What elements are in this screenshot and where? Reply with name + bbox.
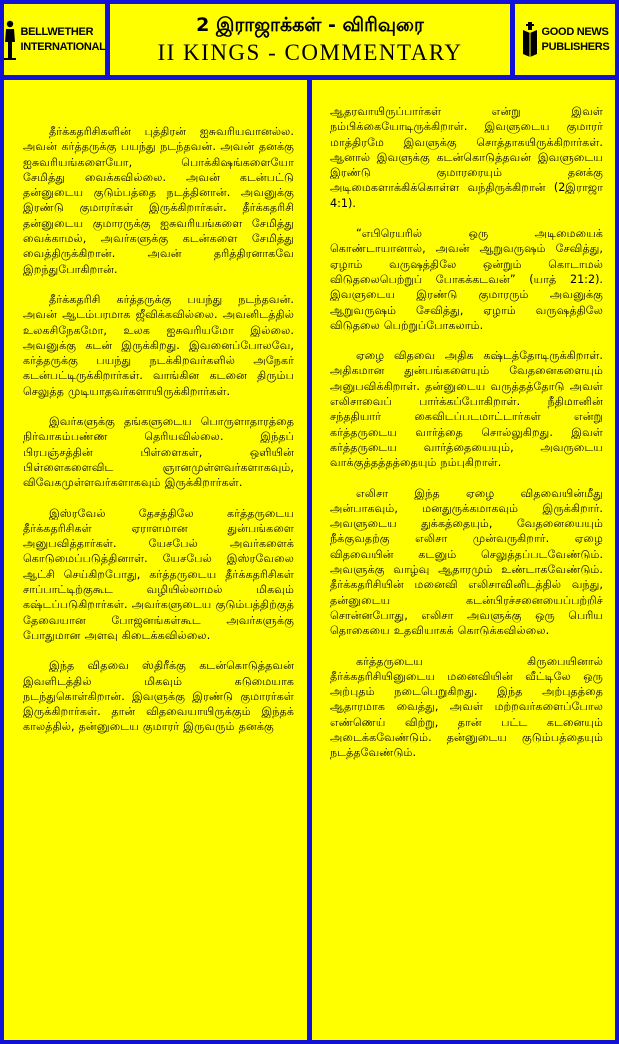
- page-title-tamil: 2 இராஜாக்கள் - விரிவுரை: [196, 14, 424, 36]
- paragraph: தீர்க்கதரிசிகளின் புத்திரன் ஐசுவரியவானல்ல. அவன் கர்த்தருக்கு பயந்து நடந்தவன். அவன் தனக்கு ஐசுவரியங்களையோ, பொக்கிஷங்களையோ சேமித்து வைக்கவில்லை. அவன் கடன்பட்டு தன்னுடைய குடும்பத்தை நடத்தினான். அவனுக்கு இரண்டு குமாரர்கள் இருக்கிறார்கள். தீர்க்கதரிசி தன்னுடைய குமாரருக்கு ஐசுவரியங்களை சேமித்து வைக்காமல், அவர்களுக்கு கடன்களை சேமித்து வைத்திருக்கிறான். அவன் தரித்திரனாகவே இறந்துபோகிறான்.: [23, 125, 294, 276]
- right-text-column: [312, 80, 615, 1040]
- bellwether-logo-line1: BELLWETHER: [20, 25, 94, 38]
- paragraph: ஆதரவாயிருப்பார்கள் என்று இவள் நம்பிக்கையோடிருக்கிறாள். இவளுடைய குமாரர் மாத்திரமே இவளுக்கு சொத்தாகயிருக்கிறார்கள். ஆனால் இவளுக்கு கடன்கொடுத்தவன் இவளுடைய இரண்டு குமாரரையும் தனக்கு அடிமைகளாக்கிக்கொள்ள வந்திருக்கிறான் (2இராஜா 4:1).: [330, 105, 603, 210]
- paragraph: இந்த விதவை ஸ்திரீக்கு கடன்கொடுத்தவன் இவளிடத்தில் மிகவும் கடுமையாக நடந்துகொள்கிறான். இவளுக்கு இரண்டு குமாரர்கள் இருக்கிறார்கள். தான் விதவையாயிருக்கும் இந்தக் காலத்தில், தன்னுடைய குமாரர் இருவரும் தனக்கு: [23, 659, 294, 734]
- bellwether-logo: [4, 4, 105, 75]
- paragraph: எலிசா இந்த ஏழை விதவையின்மீது அன்பாகவும், மனதுருக்கமாகவும் இருக்கிறார். அவளுடைய துக்கத்தையும், வேதனையையும் நீக்குவதற்கு எலிசா முன்வருகிறார். ஏழை விதவையின் கடனும் செலுத்தப்படவேண்டும். அவளுக்கு வாழ்வு ஆதாரமும் உண்டாகவேண்டும். தீர்க்கதரிசியின் மனைவி எலிசாவினிடத்தில் வந்து, தன்னுடைய கடன்பிரச்சனையைப்பற்றிச் சொன்னபோது, எலிசா அவளுக்கு ஒரு பெரிய தொகையை உதவியாகக் கொடுக்கவில்லை.: [330, 486, 603, 638]
- paragraph: கர்த்தருடைய கிருபையினால் தீர்க்கதரிசியினுடைய மனைவியின் வீட்டிலே ஒரு அற்புதம் நடைபெறுகிறது. இந்த அற்புதத்தை ஆதாரமாக வைத்து, அவள் மற்றவர்களைப்போல எண்ணெய் விற்று, தான் பட்ட கடனையும் அடைக்கவேண்டும். தன்னுடைய குடும்பத்தையும் நடத்தவேண்டும்.: [330, 654, 603, 760]
- left-text-column: [4, 80, 307, 1040]
- bellwether-logo-line2: INTERNATIONAL: [20, 40, 106, 53]
- book-icon: [521, 20, 539, 60]
- paragraph: தீர்க்கதரிசி கர்த்தருக்கு பயந்து நடந்தவன். அவன் ஆடம்பரமாக ஜீவிக்கவில்லை. அவனிடத்தில் உலகசிநேகமோ, உலக ஐசுவரியமோ இல்லை. அவனுக்கு கடன் இருக்கிறது. இவனைப்போலவே, கர்த்தருக்கு பயந்து நடக்கிறவர்களில் அநேகர் கடன்பட்டிருக்கிறார்கள். வாங்கின கடனை திரும்ப செலுத்த முடியாதவர்களாயிருக்கிறார்கள்.: [23, 292, 294, 398]
- title-banner: [110, 4, 510, 75]
- paragraph: “எபிரெயரில் ஒரு அடிமையைக் கொண்டாயானால், அவன் ஆறுவருஷம் சேவித்து, ஏழாம் வருஷத்திலே ஒன்றும் கொடாமல் விடுதலைபெற்றுப் போகக்கடவன்” (யாத் 21:2). இவளுடைய இரண்டு குமாரரும் அவனுக்கு ஆறுவருஷம் சேவித்து, ஏழாம் வருஷத்திலே விடுதலை பெற்றுப்போகலாம்.: [330, 227, 603, 332]
- good-news-logo-line2: PUBLISHERS: [541, 40, 610, 53]
- paragraph: ஏழை விதவை அதிக கஷ்டத்தோடிருக்கிறாள். அதிகமான துன்பங்களையும் வேதனைகளையும் அனுபவிக்கிறாள். தன்னுடைய வருத்தத்தோடு அவள் எலிசாவைப் பார்க்கப்போகிறாள். நீதிமானின் சந்ததியார் கைவிடப்படமாட்டார்கள் என்று கர்த்தருடைய வார்த்தை சொல்லுகிறது. இவள் கர்த்தருடைய வார்த்தையையும், அவருடைய வாக்குத்தத்தத்தையும் நம்புகிறாள்.: [330, 349, 603, 470]
- paragraph: இஸ்ரவேல் தேசத்திலே கர்த்தருடைய தீர்க்கதரிசிகள் ஏராளமான துன்பங்களை அனுபவித்தார்கள். யேசபேல் அவர்களைக் கொடுமைப்படுத்தினாள். யேசபேல் இஸ்ரவேலை ஆட்சி செய்கிறபோது, கர்த்தருடைய தீர்க்கதரிசிகள் சாப்பாட்டிற்குகூட வழியில்லாமல் மிகவும் கஷ்டப்படுகிறார்கள். அவர்களுடைய குடும்பத்திற்குத் தேவையான போஜனங்கள்கூட அவர்களுக்கு போதுமான அளவு கிடைக்கவில்லை.: [23, 506, 294, 642]
- page-title-english: II KINGS - COMMENTARY: [157, 40, 463, 65]
- paragraph: இவர்களுக்கு தங்களுடைய பொருளாதாரத்தை நிர்வாகம்பண்ண தெரியவில்லை. இந்தப் பிரபஞ்சத்தின் பிள்ளைகள், ஒளியின் பிள்ளைகளைவிட ஞானமுள்ளவர்களாகவும், விவேகமுள்ளவர்களாகவும் இருக்கிறார்கள்.: [23, 415, 294, 490]
- good-news-logo-line1: GOOD NEWS: [541, 25, 609, 38]
- good-news-logo: [515, 4, 615, 75]
- bellwether-figure-icon: [3, 20, 17, 60]
